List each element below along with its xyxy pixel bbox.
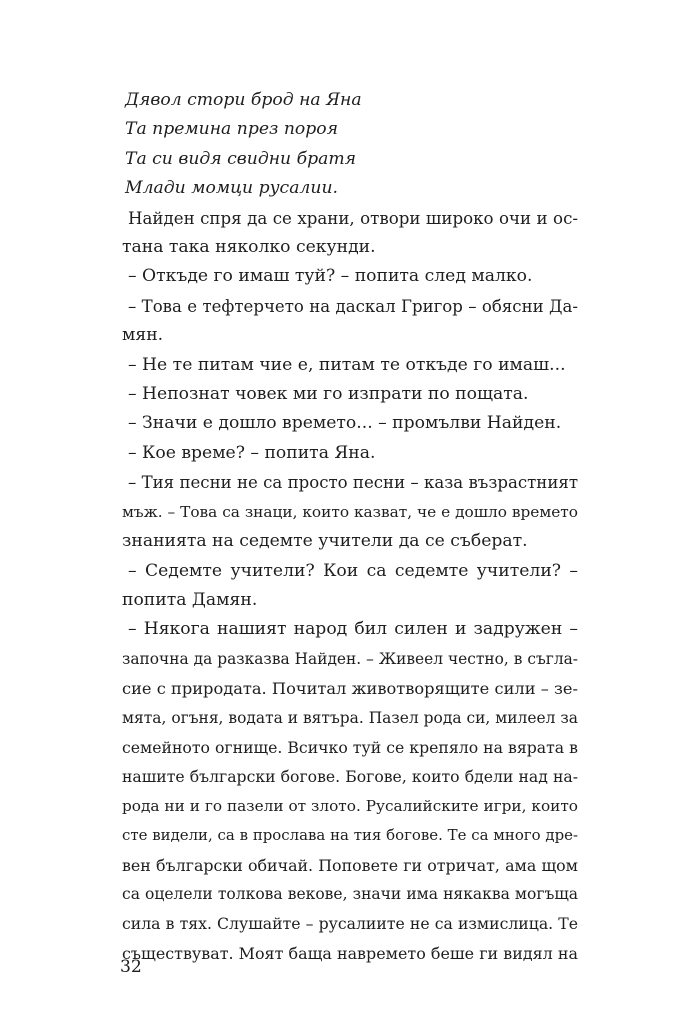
paragraph	[122, 351, 578, 380]
verse-line: Дявол стори брод на Яна	[125, 90, 362, 110]
text-line: започна да разказва Найден. – Живеел честно, в съгла-	[122, 649, 578, 668]
paragraph	[122, 409, 578, 438]
text-line: – Това е тефтерчето на даскал Григор – обясни Да-	[128, 296, 578, 316]
text-line: сие с природата. Почитал животворящите сили – зе-	[122, 679, 578, 699]
text-line: – Не те питам чие е, питам те откъде го имаш...	[128, 354, 566, 375]
text-line: нашите български богове. Богове, които бдели над на-	[122, 767, 578, 787]
paragraph	[122, 557, 578, 616]
text-line: мята, огъня, водата и вятъра. Пазел рода си, милеел за	[122, 708, 578, 727]
text-line: – Някога нашият народ бил силен и задружен –	[128, 619, 578, 640]
verse-block	[125, 86, 578, 204]
text-line: – Седемте учители? Кои са седемте учители? –	[128, 560, 578, 581]
paragraph	[122, 292, 578, 351]
text-line: знанията на седемте учители да се съберат.	[122, 531, 528, 552]
paragraph	[122, 439, 578, 468]
text-line: вен български обичай. Поповете ги отричат, ама щом	[122, 855, 578, 875]
page-text	[122, 86, 578, 968]
text-line: – Значи е дошло времето... – промълви Найден.	[128, 413, 562, 434]
text-line: рода ни и го пазели от злото. Русалийските игри, които	[122, 796, 578, 815]
text-line: съществуват. Моят баща навремето беше ги видял на	[122, 943, 578, 963]
paragraph	[122, 204, 578, 263]
text-line: – Откъде го имаш туй? – попита след малко.	[128, 266, 533, 287]
text-line: сила в тях. Слушайте – русалиите не са измислица. Те	[122, 914, 578, 934]
paragraph	[122, 615, 578, 968]
page-number: 32	[120, 957, 142, 977]
text-line: попита Дамян.	[122, 589, 258, 610]
verse-line: Та си видя свидни братя	[125, 148, 357, 169]
text-line: – Кое време? – попита Яна.	[128, 442, 376, 463]
text-line: са оцелели толкова векове, значи има някаква могъща	[122, 884, 578, 903]
text-line: – Тия песни не са просто песни – каза възрастният	[128, 473, 578, 493]
text-line: сте видели, са в прослава на тия богове. Те са много дре-	[122, 826, 578, 845]
verse-line: Та премина през пороя	[125, 119, 338, 140]
verse-line: Млади момци русалии.	[125, 178, 338, 199]
text-line: тана така няколко секунди.	[122, 237, 376, 258]
paragraph	[122, 262, 578, 291]
paragraph	[122, 468, 578, 556]
text-line: мъж. – Това са знаци, които казват, че е дошло времето	[122, 502, 578, 521]
paragraph	[122, 380, 578, 409]
text-line: Найден спря да се храни, отвори широко очи и ос-	[128, 208, 578, 228]
text-line: семейното огнище. Всичко туй се крепяло на вярата в	[122, 737, 578, 757]
text-line: – Непознат човек ми го изпрати по пощата.	[128, 384, 529, 405]
text-line: мян.	[122, 325, 164, 346]
